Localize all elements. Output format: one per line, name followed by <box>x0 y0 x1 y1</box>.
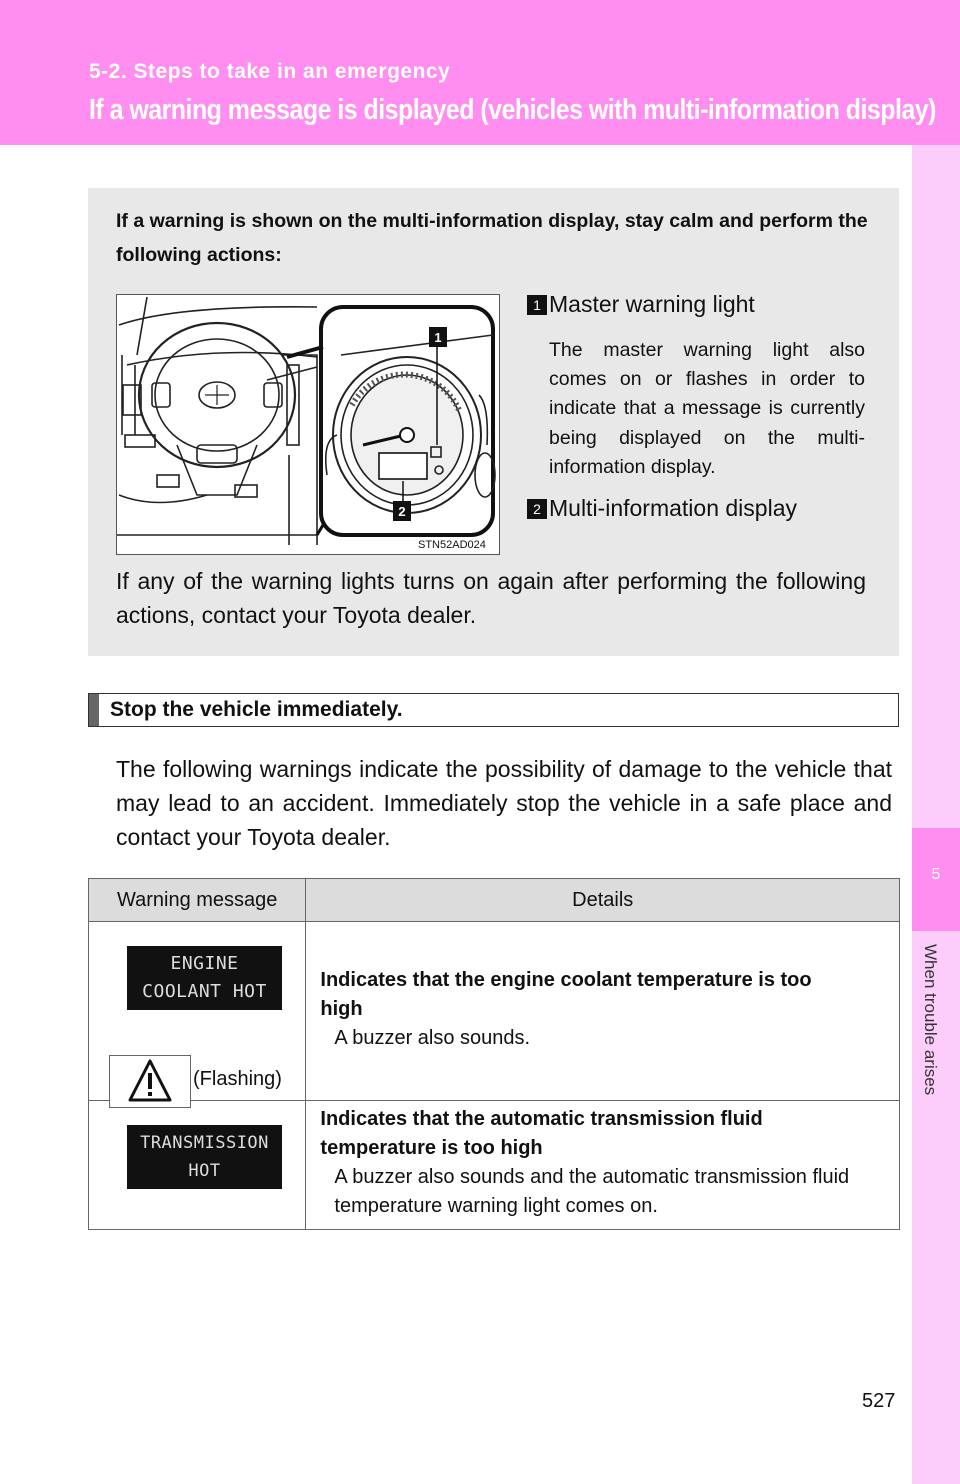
details-cell <box>306 922 900 1101</box>
step-marker <box>89 694 99 726</box>
callout-master-warning-light <box>527 290 755 318</box>
step-heading <box>88 693 899 727</box>
table-header-warning-message: Warning message <box>89 879 306 922</box>
display-line: HOT <box>188 1161 221 1181</box>
callout-description: The master warning light also comes on or flashes in order to indicate that a message is currently being displayed on the multi-information display. <box>549 339 865 478</box>
warning-message-cell <box>89 922 305 1100</box>
table-row <box>89 922 900 1101</box>
table-header-details: Details <box>306 879 900 922</box>
table-row <box>89 1101 900 1230</box>
detail-title: Indicates that the automatic transmission fluid temperature is too high <box>320 1108 763 1159</box>
chapter-number: 5 <box>931 866 941 883</box>
flashing-label: (Flashing) <box>193 1068 282 1090</box>
figure-code: STN52AD024 <box>418 539 486 551</box>
callout-number: 1 <box>527 295 547 315</box>
detail-text: A buzzer also sounds and the automatic transmission fluid temperature warning light comes on. <box>334 1166 850 1217</box>
step-title: Stop the vehicle immediately. <box>110 698 403 721</box>
display-line: COOLANT HOT <box>142 981 267 1002</box>
callout-label: Multi-information display <box>549 495 797 521</box>
instrument-panel-illustration <box>116 294 500 555</box>
warning-message-cell <box>89 1101 305 1229</box>
dashboard-drawing <box>117 295 499 554</box>
display-line: ENGINE <box>170 953 239 974</box>
contact-dealer-note: If any of the warning lights turns on again after performing the following actions, contact your Toyota dealer. <box>116 568 866 628</box>
page-number: 527 <box>862 1390 896 1412</box>
callout-label: Master warning light <box>549 291 755 317</box>
section-number: 5-2. Steps to take in an emergency <box>89 60 451 83</box>
details-cell <box>306 1101 900 1230</box>
chapter-label: When trouble arises <box>921 944 940 1096</box>
detail-title: Indicates that the engine coolant temperature is too high <box>320 969 812 1020</box>
callout-multi-information-display <box>527 494 797 522</box>
page-title: If a warning message is displayed (vehicles with multi-information display) <box>89 94 936 126</box>
detail-text: A buzzer also sounds. <box>334 1027 531 1049</box>
step-body: The following warnings indicate the possibility of damage to the vehicle that may lead to an accident. Immediately stop the vehicle in a safe place and contact your Toyota dealer. <box>116 756 892 850</box>
svg-text:2: 2 <box>398 504 406 519</box>
intro-text: If a warning is shown on the multi-information display, stay calm and perform the following actions: <box>116 210 868 266</box>
callout-number: 2 <box>527 499 547 519</box>
display-line: TRANSMISSION <box>140 1133 269 1153</box>
transmission-hot-display <box>127 1125 282 1189</box>
svg-text:1: 1 <box>434 330 442 345</box>
warning-table <box>88 878 900 1230</box>
page-header <box>0 0 960 145</box>
engine-coolant-hot-display <box>127 946 282 1010</box>
chapter-side-tab <box>912 145 960 1484</box>
warning-triangle-icon <box>110 1056 190 1107</box>
